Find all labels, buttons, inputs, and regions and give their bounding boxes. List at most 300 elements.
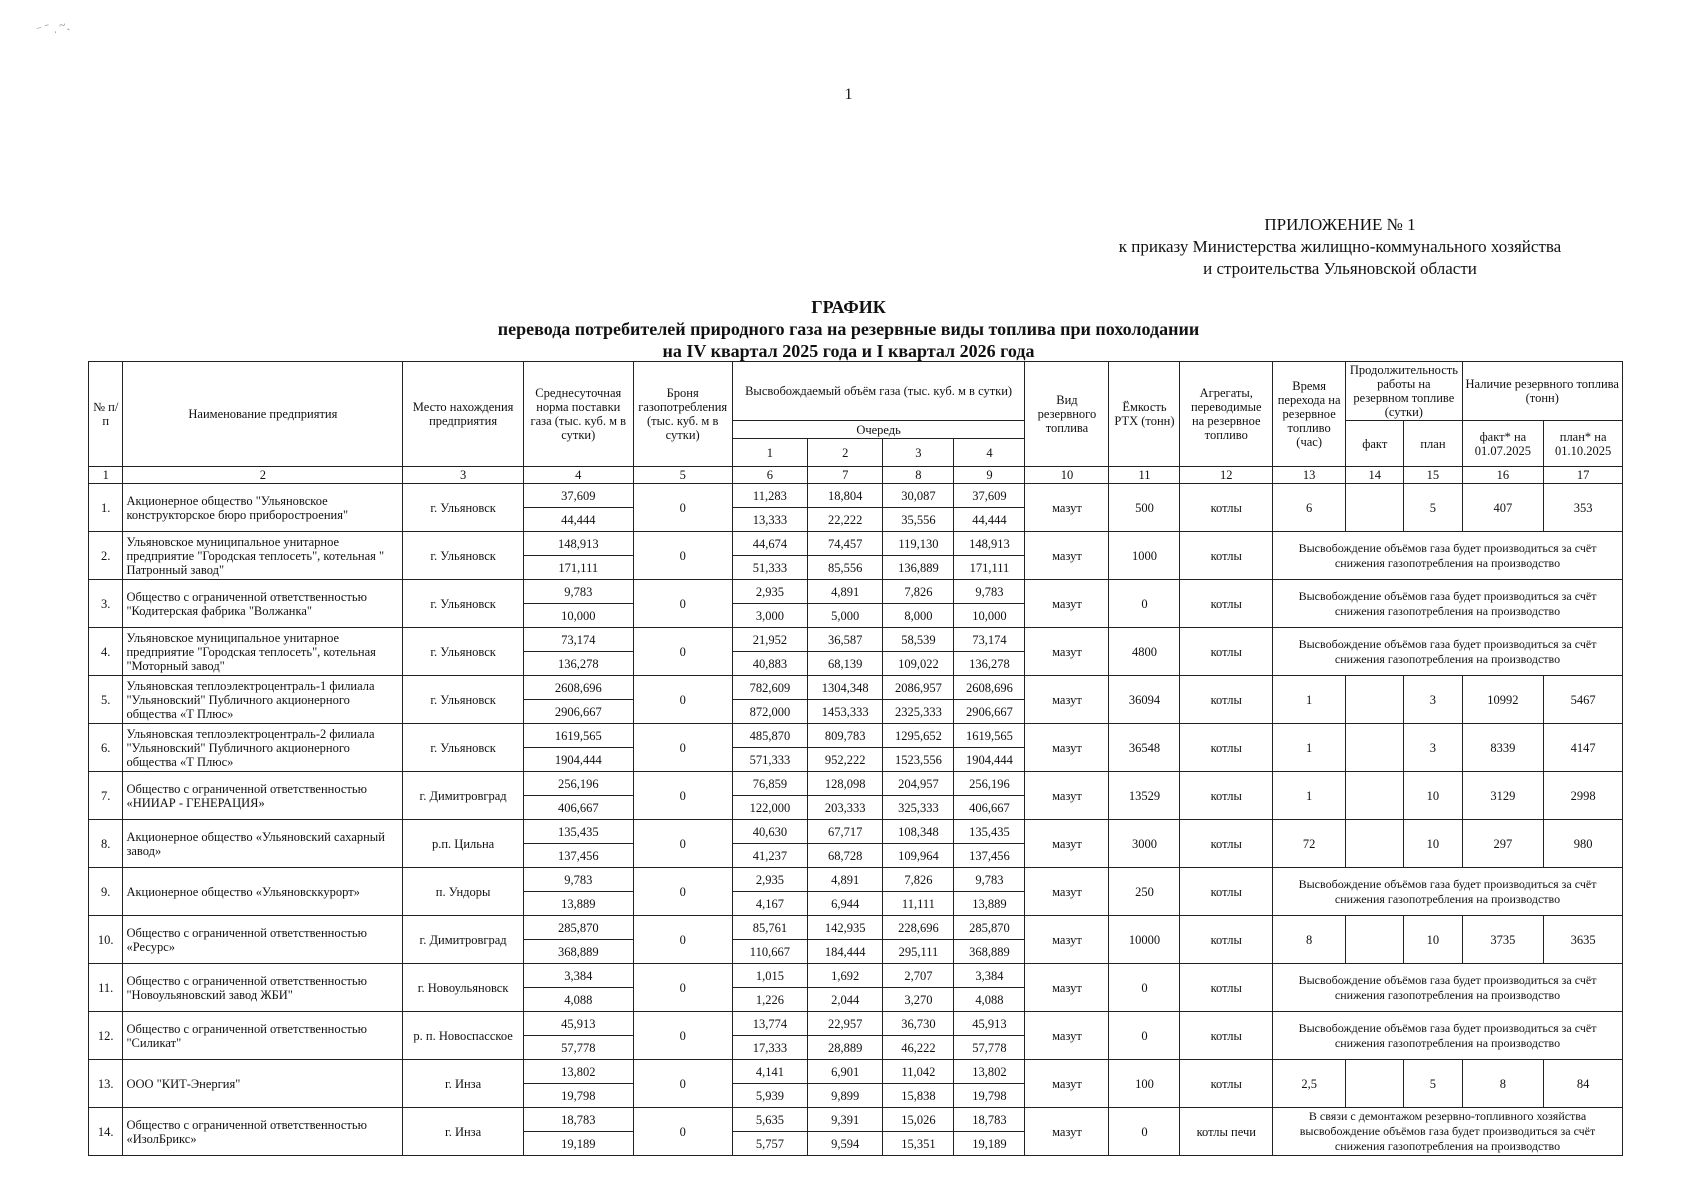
queue-3-value: 30,087 <box>883 484 954 508</box>
duration-fact <box>1346 916 1404 964</box>
storage-capacity: 3000 <box>1109 820 1180 868</box>
queue-1-value: 40,630 <box>732 820 807 844</box>
table-row <box>89 724 1623 748</box>
row-number: 11. <box>89 964 123 1012</box>
norm-value: 19,189 <box>523 1132 633 1156</box>
queue-3-value: 228,696 <box>883 916 954 940</box>
bronya-value: 0 <box>633 580 732 628</box>
enterprise-name: Общество с ограниченной ответственностью «НИИАР - ГЕНЕРАЦИЯ» <box>123 772 403 820</box>
storage-capacity: 10000 <box>1109 916 1180 964</box>
release-note: Высвобождение объёмов газа будет производиться за счёт снижения газопотребления на производство <box>1273 628 1623 676</box>
fuel-type: мазут <box>1025 676 1109 724</box>
hdr-q3: 3 <box>883 439 954 467</box>
queue-3-value: 7,826 <box>883 868 954 892</box>
fuel-type: мазут <box>1025 868 1109 916</box>
norm-value: 406,667 <box>523 796 633 820</box>
norm-value: 1619,565 <box>523 724 633 748</box>
enterprise-location: г. Ульяновск <box>403 532 524 580</box>
queue-1-value: 76,859 <box>732 772 807 796</box>
queue-3-value: 325,333 <box>883 796 954 820</box>
queue-1-value: 4,167 <box>732 892 807 916</box>
hdr-queue: Очередь <box>732 421 1025 439</box>
enterprise-location: г. Димитровград <box>403 916 524 964</box>
bronya-value: 0 <box>633 532 732 580</box>
queue-2-value: 809,783 <box>808 724 883 748</box>
hdr-plan: план <box>1404 421 1462 467</box>
column-number-cell: 13 <box>1273 467 1346 484</box>
converted-units: котлы <box>1180 964 1273 1012</box>
table-row <box>89 868 1623 892</box>
queue-2-value: 9,391 <box>808 1108 883 1132</box>
queue-4-value: 148,913 <box>954 532 1025 556</box>
enterprise-name: Акционерное общество «Ульяновский сахарный завод» <box>123 820 403 868</box>
bronya-value: 0 <box>633 1060 732 1108</box>
fuel-type: мазут <box>1025 484 1109 532</box>
fuel-type: мазут <box>1025 964 1109 1012</box>
table-body <box>89 484 1623 1156</box>
converted-units: котлы печи <box>1180 1108 1273 1156</box>
row-number: 9. <box>89 868 123 916</box>
queue-1-value: 1,226 <box>732 988 807 1012</box>
table-row <box>89 820 1623 844</box>
norm-value: 19,798 <box>523 1084 633 1108</box>
reserve-fact: 10992 <box>1462 676 1544 724</box>
hdr-q4: 4 <box>954 439 1025 467</box>
queue-2-value: 9,899 <box>808 1084 883 1108</box>
queue-1-value: 2,935 <box>732 868 807 892</box>
queue-3-value: 109,964 <box>883 844 954 868</box>
hdr-norm: Среднесуточная норма поставки газа (тыс. куб. м в сутки) <box>523 362 633 467</box>
release-note: Высвобождение объёмов газа будет производиться за счёт снижения газопотребления на производство <box>1273 868 1623 916</box>
hdr-fuel-type: Вид резервного топлива <box>1025 362 1109 467</box>
title-line-1: ГРАФИК <box>811 297 886 317</box>
duration-plan: 5 <box>1404 484 1462 532</box>
row-number: 4. <box>89 628 123 676</box>
column-number-cell: 16 <box>1462 467 1544 484</box>
row-number: 1. <box>89 484 123 532</box>
queue-3-value: 11,042 <box>883 1060 954 1084</box>
queue-1-value: 17,333 <box>732 1036 807 1060</box>
norm-value: 57,778 <box>523 1036 633 1060</box>
hdr-duration: Продолжительность работы на резервном топливе (сутки) <box>1346 362 1462 421</box>
norm-value: 4,088 <box>523 988 633 1012</box>
converted-units: котлы <box>1180 772 1273 820</box>
queue-3-value: 1523,556 <box>883 748 954 772</box>
hdr-time: Время перехода на резервное топливо (час) <box>1273 362 1346 467</box>
norm-value: 137,456 <box>523 844 633 868</box>
queue-4-value: 73,174 <box>954 628 1025 652</box>
norm-value: 13,802 <box>523 1060 633 1084</box>
norm-value: 18,783 <box>523 1108 633 1132</box>
queue-2-value: 5,000 <box>808 604 883 628</box>
column-number-cell: 3 <box>403 467 524 484</box>
bronya-value: 0 <box>633 964 732 1012</box>
table-row <box>89 484 1623 508</box>
queue-4-value: 9,783 <box>954 580 1025 604</box>
queue-1-value: 40,883 <box>732 652 807 676</box>
table-row <box>89 676 1623 700</box>
fuel-type: мазут <box>1025 916 1109 964</box>
queue-1-value: 571,333 <box>732 748 807 772</box>
bronya-value: 0 <box>633 1012 732 1060</box>
queue-1-value: 872,000 <box>732 700 807 724</box>
norm-value: 9,783 <box>523 580 633 604</box>
enterprise-name: ООО "КИТ-Энергия" <box>123 1060 403 1108</box>
queue-2-value: 67,717 <box>808 820 883 844</box>
enterprise-location: г. Ульяновск <box>403 724 524 772</box>
queue-2-value: 68,139 <box>808 652 883 676</box>
enterprise-name: Общество с ограниченной ответственностью "Силикат" <box>123 1012 403 1060</box>
fuel-type: мазут <box>1025 628 1109 676</box>
fuel-type: мазут <box>1025 1060 1109 1108</box>
queue-2-value: 85,556 <box>808 556 883 580</box>
queue-1-value: 1,015 <box>732 964 807 988</box>
duration-plan: 10 <box>1404 820 1462 868</box>
queue-1-value: 110,667 <box>732 940 807 964</box>
storage-capacity: 0 <box>1109 580 1180 628</box>
reserve-fact: 3129 <box>1462 772 1544 820</box>
table-row <box>89 964 1623 988</box>
norm-value: 256,196 <box>523 772 633 796</box>
bronya-value: 0 <box>633 916 732 964</box>
hdr-bronya: Броня газопотребления (тыс. куб. м в сутки) <box>633 362 732 467</box>
enterprise-location: р.п. Цильна <box>403 820 524 868</box>
bronya-value: 0 <box>633 724 732 772</box>
document-title <box>0 296 1697 362</box>
storage-capacity: 250 <box>1109 868 1180 916</box>
queue-2-value: 28,889 <box>808 1036 883 1060</box>
hdr-fact: факт <box>1346 421 1404 467</box>
queue-4-value: 2906,667 <box>954 700 1025 724</box>
duration-fact <box>1346 676 1404 724</box>
storage-capacity: 36094 <box>1109 676 1180 724</box>
queue-2-value: 4,891 <box>808 868 883 892</box>
appendix-block <box>1060 214 1620 280</box>
queue-2-value: 9,594 <box>808 1132 883 1156</box>
table-row <box>89 772 1623 796</box>
queue-4-value: 10,000 <box>954 604 1025 628</box>
duration-plan: 10 <box>1404 916 1462 964</box>
column-number-cell: 12 <box>1180 467 1273 484</box>
queue-4-value: 9,783 <box>954 868 1025 892</box>
queue-2-value: 1304,348 <box>808 676 883 700</box>
queue-2-value: 68,728 <box>808 844 883 868</box>
queue-3-value: 15,026 <box>883 1108 954 1132</box>
queue-3-value: 11,111 <box>883 892 954 916</box>
norm-value: 13,889 <box>523 892 633 916</box>
storage-capacity: 1000 <box>1109 532 1180 580</box>
queue-2-value: 4,891 <box>808 580 883 604</box>
queue-1-value: 5,757 <box>732 1132 807 1156</box>
queue-4-value: 18,783 <box>954 1108 1025 1132</box>
queue-4-value: 13,889 <box>954 892 1025 916</box>
switch-time: 2,5 <box>1273 1060 1346 1108</box>
duration-fact <box>1346 820 1404 868</box>
queue-1-value: 3,000 <box>732 604 807 628</box>
queue-1-value: 41,237 <box>732 844 807 868</box>
queue-3-value: 58,539 <box>883 628 954 652</box>
reserve-plan: 980 <box>1544 820 1623 868</box>
hdr-name: Наименование предприятия <box>123 362 403 467</box>
storage-capacity: 0 <box>1109 964 1180 1012</box>
release-note: Высвобождение объёмов газа будет производиться за счёт снижения газопотребления на производство <box>1273 580 1623 628</box>
switch-time: 1 <box>1273 724 1346 772</box>
duration-plan: 3 <box>1404 676 1462 724</box>
enterprise-location: г. Ульяновск <box>403 628 524 676</box>
queue-4-value: 2608,696 <box>954 676 1025 700</box>
queue-4-value: 57,778 <box>954 1036 1025 1060</box>
switch-time: 1 <box>1273 772 1346 820</box>
bronya-value: 0 <box>633 1108 732 1156</box>
column-number-cell: 9 <box>954 467 1025 484</box>
duration-fact <box>1346 772 1404 820</box>
hdr-availability: Наличие резервного топлива (тонн) <box>1462 362 1623 421</box>
hdr-q2: 2 <box>808 439 883 467</box>
enterprise-location: г. Ульяновск <box>403 676 524 724</box>
reserve-fact: 8339 <box>1462 724 1544 772</box>
norm-value: 2906,667 <box>523 700 633 724</box>
queue-1-value: 4,141 <box>732 1060 807 1084</box>
title-line-2: перевода потребителей природного газа на резервные виды топлива при похолодании <box>497 319 1200 339</box>
duration-plan: 3 <box>1404 724 1462 772</box>
page-number: 1 <box>844 86 853 103</box>
queue-4-value: 135,435 <box>954 820 1025 844</box>
row-number: 14. <box>89 1108 123 1156</box>
queue-3-value: 36,730 <box>883 1012 954 1036</box>
appendix-line-1: ПРИЛОЖЕНИЕ № 1 <box>1264 215 1416 234</box>
enterprise-location: г. Инза <box>403 1060 524 1108</box>
release-note: Высвобождение объёмов газа будет производиться за счёт снижения газопотребления на производство <box>1273 964 1623 1012</box>
queue-4-value: 1904,444 <box>954 748 1025 772</box>
column-number-cell: 14 <box>1346 467 1404 484</box>
converted-units: котлы <box>1180 532 1273 580</box>
reserve-plan: 3635 <box>1544 916 1623 964</box>
enterprise-location: г. Ульяновск <box>403 580 524 628</box>
queue-4-value: 45,913 <box>954 1012 1025 1036</box>
reserve-plan: 353 <box>1544 484 1623 532</box>
fuel-type: мазут <box>1025 820 1109 868</box>
queue-2-value: 22,222 <box>808 508 883 532</box>
column-number-cell: 2 <box>123 467 403 484</box>
column-number-cell: 5 <box>633 467 732 484</box>
queue-3-value: 2,707 <box>883 964 954 988</box>
queue-4-value: 19,798 <box>954 1084 1025 1108</box>
duration-fact <box>1346 1060 1404 1108</box>
queue-4-value: 19,189 <box>954 1132 1025 1156</box>
converted-units: котлы <box>1180 676 1273 724</box>
title-line-3: на IV квартал 2025 года и I квартал 2026 года <box>662 341 1035 361</box>
fuel-type: мазут <box>1025 532 1109 580</box>
converted-units: котлы <box>1180 820 1273 868</box>
queue-4-value: 171,111 <box>954 556 1025 580</box>
fuel-type: мазут <box>1025 772 1109 820</box>
enterprise-name: Общество с ограниченной ответственностью «Ресурс» <box>123 916 403 964</box>
queue-1-value: 122,000 <box>732 796 807 820</box>
norm-value: 9,783 <box>523 868 633 892</box>
reserve-plan: 5467 <box>1544 676 1623 724</box>
queue-1-value: 11,283 <box>732 484 807 508</box>
release-note: Высвобождение объёмов газа будет производиться за счёт снижения газопотребления на производство <box>1273 532 1623 580</box>
queue-1-value: 44,674 <box>732 532 807 556</box>
hdr-released: Высвобождаемый объём газа (тыс. куб. м в сутки) <box>732 362 1025 421</box>
reserve-plan: 4147 <box>1544 724 1623 772</box>
storage-capacity: 4800 <box>1109 628 1180 676</box>
queue-3-value: 46,222 <box>883 1036 954 1060</box>
table-row <box>89 1012 1623 1036</box>
queue-1-value: 21,952 <box>732 628 807 652</box>
queue-2-value: 142,935 <box>808 916 883 940</box>
enterprise-name: Ульяновское муниципальное унитарное предприятие "Городская теплосеть", котельная "Моторный завод" <box>123 628 403 676</box>
norm-value: 148,913 <box>523 532 633 556</box>
release-note: В связи с демонтажом резервно-топливного хозяйства высвобождение объёмов газа будет производиться за счёт снижения газопотребления на производство <box>1273 1108 1623 1156</box>
enterprise-name: Ульяновская теплоэлектроцентраль-2 филиала "Ульяновский" Публичного акционерного общества «Т Плюс» <box>123 724 403 772</box>
row-number: 6. <box>89 724 123 772</box>
switch-time: 1 <box>1273 676 1346 724</box>
reserve-plan: 84 <box>1544 1060 1623 1108</box>
column-number-cell: 1 <box>89 467 123 484</box>
reserve-fact: 3735 <box>1462 916 1544 964</box>
queue-3-value: 15,838 <box>883 1084 954 1108</box>
enterprise-name: Общество с ограниченной ответственностью «ИзолБрикс» <box>123 1108 403 1156</box>
queue-2-value: 1453,333 <box>808 700 883 724</box>
column-number-row <box>89 467 1623 484</box>
norm-value: 45,913 <box>523 1012 633 1036</box>
enterprise-location: г. Инза <box>403 1108 524 1156</box>
row-number: 8. <box>89 820 123 868</box>
table-row <box>89 1108 1623 1132</box>
column-number-cell: 8 <box>883 467 954 484</box>
enterprise-name: Общество с ограниченной ответственностью "Новоульяновский завод ЖБИ" <box>123 964 403 1012</box>
converted-units: котлы <box>1180 916 1273 964</box>
fuel-type: мазут <box>1025 724 1109 772</box>
norm-value: 136,278 <box>523 652 633 676</box>
column-number-cell: 6 <box>732 467 807 484</box>
queue-2-value: 128,098 <box>808 772 883 796</box>
row-number: 10. <box>89 916 123 964</box>
duration-plan: 5 <box>1404 1060 1462 1108</box>
queue-3-value: 108,348 <box>883 820 954 844</box>
hdr-capacity: Ёмкость РТХ (тонн) <box>1109 362 1180 467</box>
enterprise-location: р. п. Новоспасское <box>403 1012 524 1060</box>
queue-3-value: 136,889 <box>883 556 954 580</box>
column-number-cell: 11 <box>1109 467 1180 484</box>
queue-1-value: 485,870 <box>732 724 807 748</box>
queue-1-value: 5,939 <box>732 1084 807 1108</box>
enterprise-location: г. Ульяновск <box>403 484 524 532</box>
queue-3-value: 119,130 <box>883 532 954 556</box>
queue-4-value: 256,196 <box>954 772 1025 796</box>
queue-4-value: 1619,565 <box>954 724 1025 748</box>
queue-1-value: 782,609 <box>732 676 807 700</box>
appendix-line-2: к приказу Министерства жилищно-коммунального хозяйства <box>1118 237 1562 256</box>
queue-3-value: 15,351 <box>883 1132 954 1156</box>
norm-value: 37,609 <box>523 484 633 508</box>
fuel-type: мазут <box>1025 1108 1109 1156</box>
queue-4-value: 13,802 <box>954 1060 1025 1084</box>
table-row <box>89 916 1623 940</box>
norm-value: 285,870 <box>523 916 633 940</box>
converted-units: котлы <box>1180 868 1273 916</box>
appendix-line-3: и строительства Ульяновской области <box>1203 259 1477 278</box>
table-row <box>89 628 1623 652</box>
switch-time: 8 <box>1273 916 1346 964</box>
queue-3-value: 2325,333 <box>883 700 954 724</box>
norm-value: 3,384 <box>523 964 633 988</box>
queue-1-value: 13,333 <box>732 508 807 532</box>
enterprise-name: Акционерное общество «Ульяновсккурорт» <box>123 868 403 916</box>
hdr-place: Место нахождения предприятия <box>403 362 524 467</box>
row-number: 2. <box>89 532 123 580</box>
reserve-fact: 297 <box>1462 820 1544 868</box>
duration-plan: 10 <box>1404 772 1462 820</box>
fuel-type: мазут <box>1025 580 1109 628</box>
bronya-value: 0 <box>633 484 732 532</box>
queue-2-value: 18,804 <box>808 484 883 508</box>
row-number: 3. <box>89 580 123 628</box>
release-note: Высвобождение объёмов газа будет производиться за счёт снижения газопотребления на производство <box>1273 1012 1623 1060</box>
table-row <box>89 532 1623 556</box>
converted-units: котлы <box>1180 1012 1273 1060</box>
queue-1-value: 85,761 <box>732 916 807 940</box>
queue-4-value: 3,384 <box>954 964 1025 988</box>
enterprise-location: г. Димитровград <box>403 772 524 820</box>
queue-3-value: 3,270 <box>883 988 954 1012</box>
hdr-q1: 1 <box>732 439 807 467</box>
queue-1-value: 2,935 <box>732 580 807 604</box>
queue-3-value: 204,957 <box>883 772 954 796</box>
converted-units: котлы <box>1180 1060 1273 1108</box>
hdr-fact-date: факт* на 01.07.2025 <box>1462 421 1544 467</box>
table-row <box>89 1060 1623 1084</box>
duration-fact <box>1346 724 1404 772</box>
queue-3-value: 295,111 <box>883 940 954 964</box>
queue-3-value: 8,000 <box>883 604 954 628</box>
queue-4-value: 368,889 <box>954 940 1025 964</box>
queue-4-value: 285,870 <box>954 916 1025 940</box>
row-number: 5. <box>89 676 123 724</box>
switch-time: 72 <box>1273 820 1346 868</box>
scan-mark: ⁻ ˉ ˌ ~ˏ <box>34 16 71 38</box>
table-row <box>89 580 1623 604</box>
hdr-num: № п/п <box>89 362 123 467</box>
bronya-value: 0 <box>633 676 732 724</box>
enterprise-name: Ульяновская теплоэлектроцентраль-1 филиала "Ульяновский" Публичного акционерного общества «Т Плюс» <box>123 676 403 724</box>
queue-3-value: 7,826 <box>883 580 954 604</box>
norm-value: 2608,696 <box>523 676 633 700</box>
column-number-cell: 10 <box>1025 467 1109 484</box>
enterprise-name: Общество с ограниченной ответственностью "Кодитерская фабрика "Волжанка" <box>123 580 403 628</box>
norm-value: 171,111 <box>523 556 633 580</box>
queue-4-value: 406,667 <box>954 796 1025 820</box>
norm-value: 135,435 <box>523 820 633 844</box>
storage-capacity: 500 <box>1109 484 1180 532</box>
enterprise-name: Акционерное общество "Ульяновское конструкторское бюро приборостроения" <box>123 484 403 532</box>
storage-capacity: 0 <box>1109 1108 1180 1156</box>
queue-1-value: 13,774 <box>732 1012 807 1036</box>
norm-value: 73,174 <box>523 628 633 652</box>
queue-2-value: 2,044 <box>808 988 883 1012</box>
norm-value: 10,000 <box>523 604 633 628</box>
queue-3-value: 2086,957 <box>883 676 954 700</box>
schedule-table <box>88 361 1623 1156</box>
queue-3-value: 109,022 <box>883 652 954 676</box>
queue-2-value: 6,901 <box>808 1060 883 1084</box>
converted-units: котлы <box>1180 724 1273 772</box>
queue-4-value: 37,609 <box>954 484 1025 508</box>
queue-4-value: 44,444 <box>954 508 1025 532</box>
duration-fact <box>1346 484 1404 532</box>
row-number: 13. <box>89 1060 123 1108</box>
